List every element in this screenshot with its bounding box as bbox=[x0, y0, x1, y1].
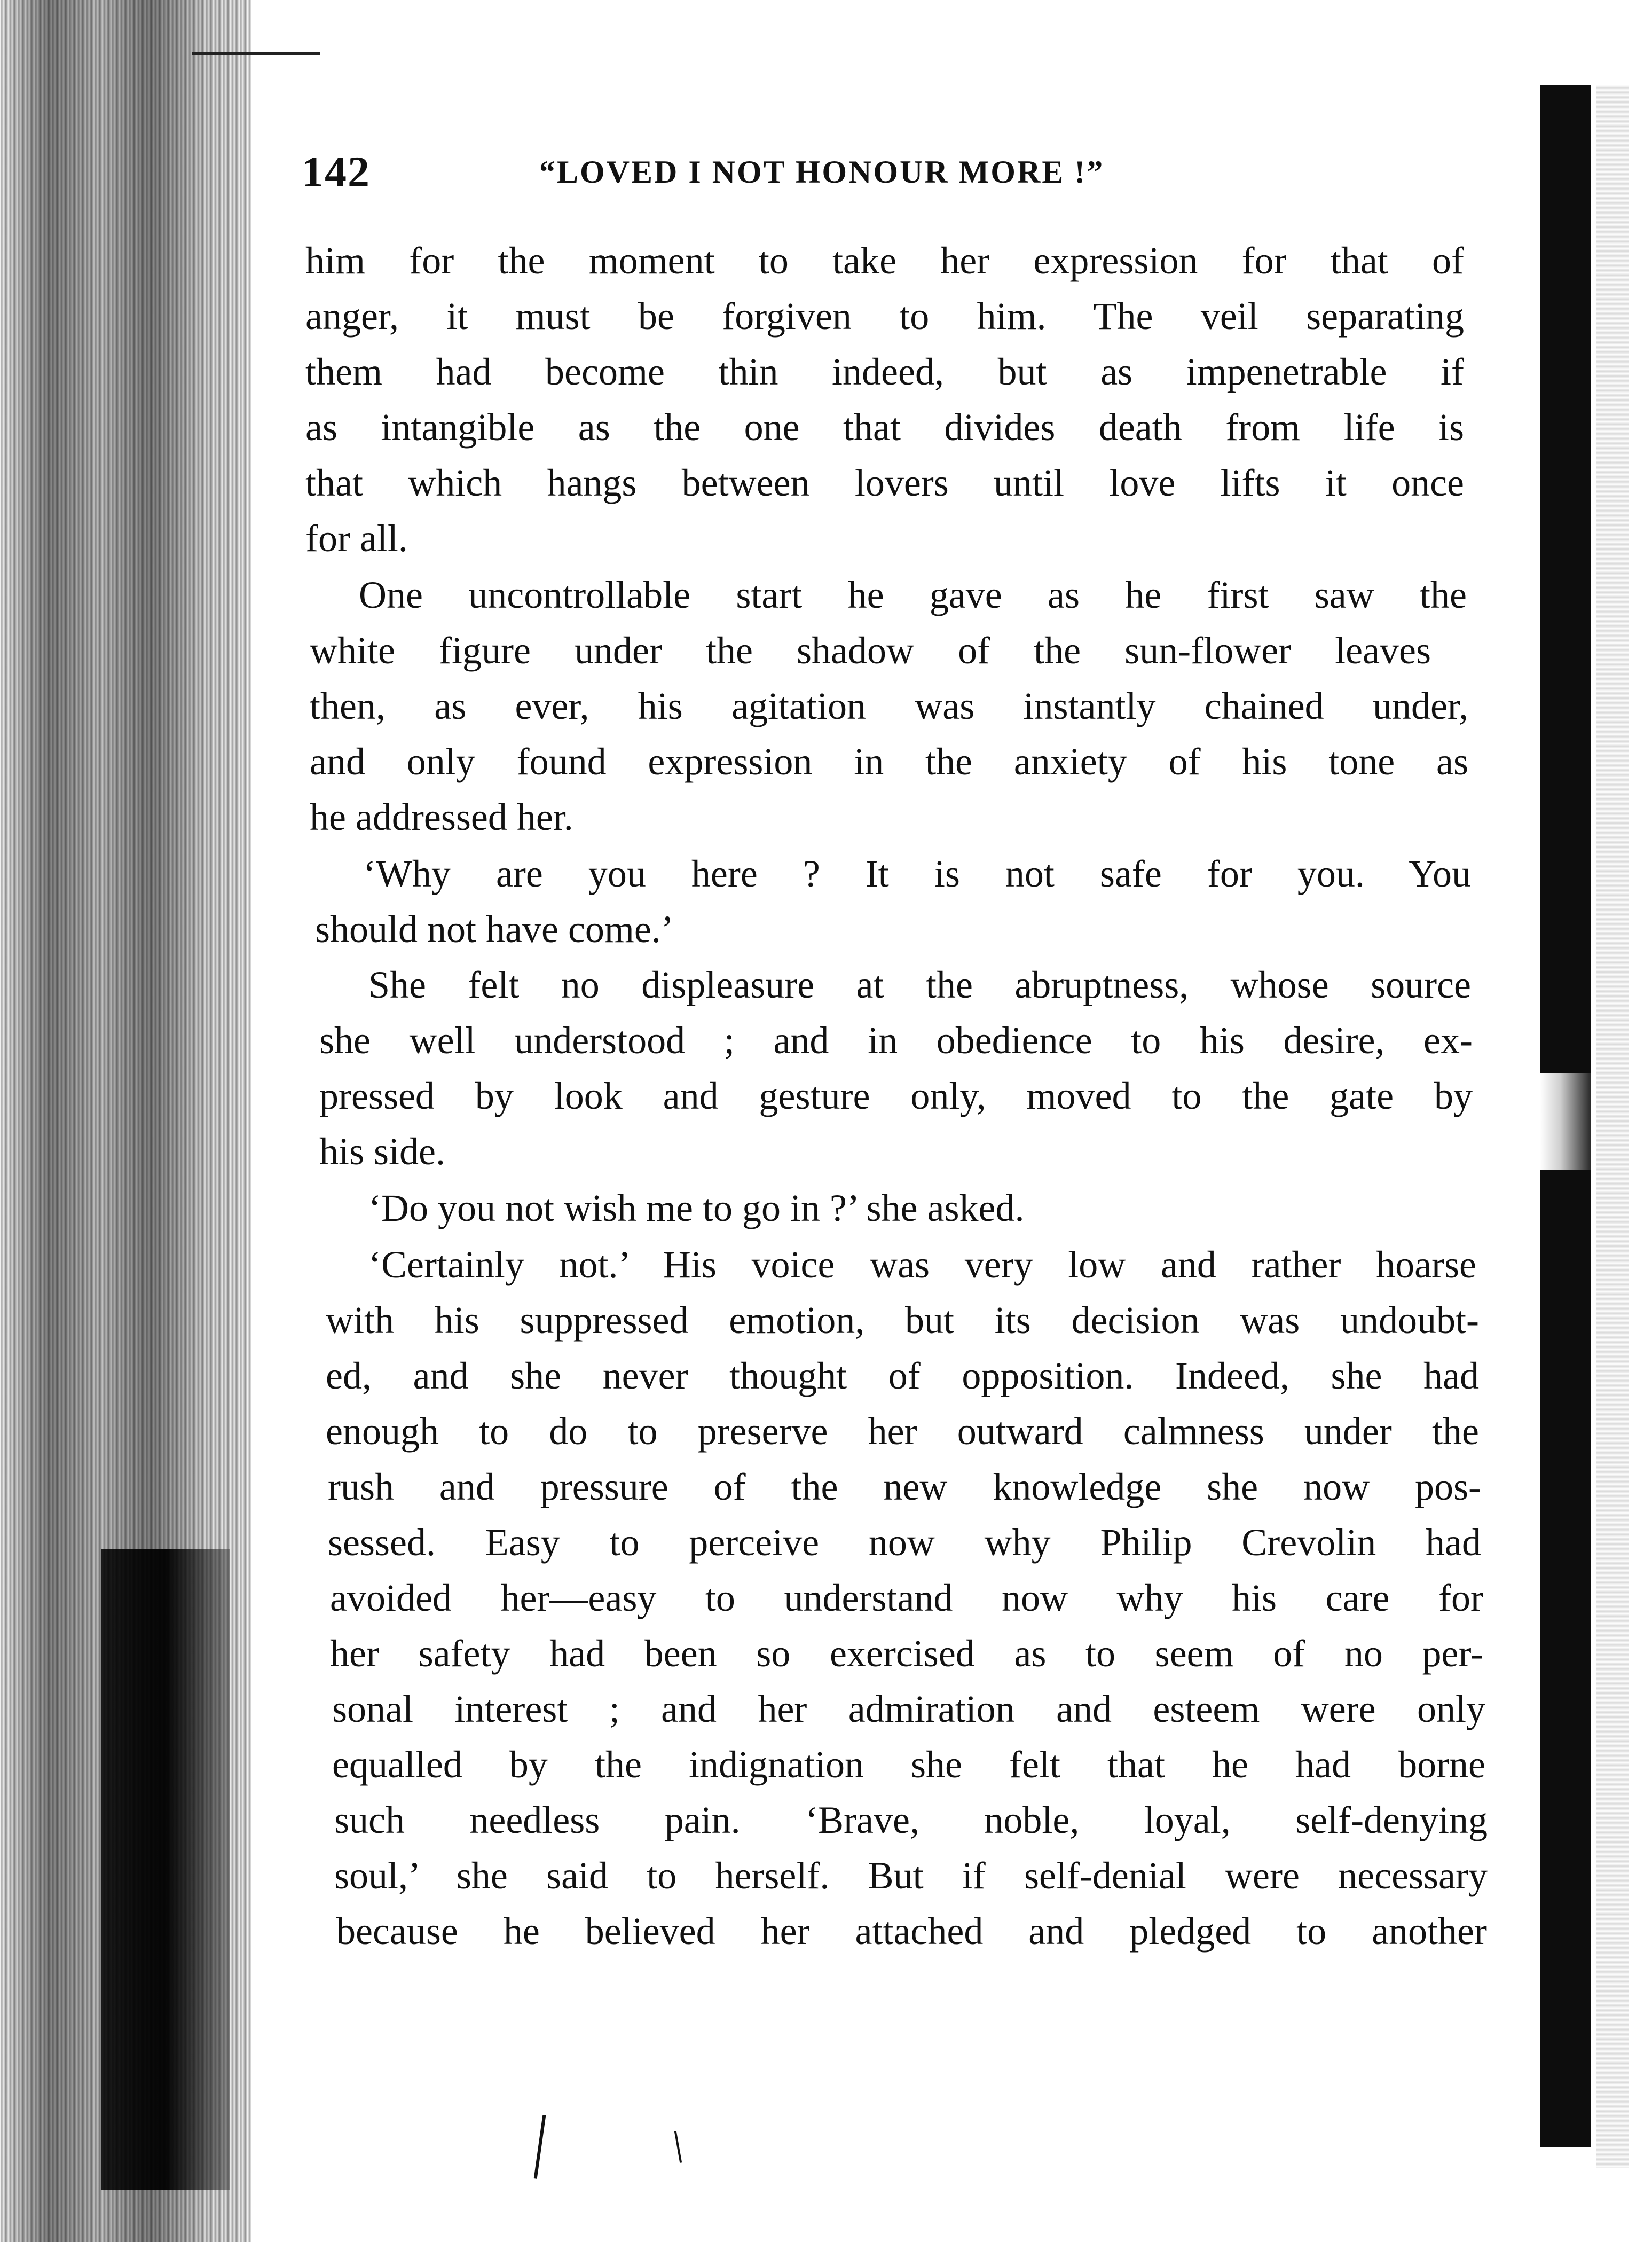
text-line: soul,’ she said to herself. But if self-denial were necessary bbox=[334, 1854, 1488, 1897]
text-line: because he believed her attached and pledged to another bbox=[336, 1910, 1487, 1953]
running-title: “LOVED I NOT HONOUR MORE !” bbox=[539, 154, 1105, 190]
text-line: white figure under the shadow of the sun-flower leaves bbox=[310, 629, 1431, 672]
text-line: them had become thin indeed, but as impenetrable if bbox=[305, 350, 1464, 393]
text-line: She felt no displeasure at the abruptness, whose source bbox=[368, 963, 1471, 1006]
text-line: One uncontrollable start he gave as he first saw the bbox=[359, 574, 1467, 616]
text-line: enough to do to preserve her outward calmness under the bbox=[326, 1410, 1479, 1453]
text-line: ‘Why are you here ? It is not safe for you. You bbox=[363, 852, 1471, 895]
text-line: ‘Do you not wish me to go in ?’ she asked. bbox=[368, 1187, 1025, 1229]
text-line: her safety had been so exercised as to seem of no per- bbox=[330, 1632, 1483, 1675]
text-line: should not have come.’ bbox=[315, 908, 674, 951]
scan-rule-mark bbox=[192, 52, 320, 55]
text-line: for all. bbox=[305, 517, 408, 560]
text-line: anger, it must be forgiven to him. The veil separating bbox=[305, 295, 1464, 338]
text-line: equalled by the indignation she felt that he had borne bbox=[332, 1743, 1485, 1786]
scan-mark bbox=[534, 2115, 546, 2179]
text-line: his side. bbox=[319, 1130, 446, 1173]
text-line: pressed by look and gesture only, moved to the gate by bbox=[319, 1075, 1473, 1117]
text-line: sessed. Easy to perceive now why Philip Crevolin had bbox=[328, 1521, 1481, 1564]
text-line: as intangible as the one that divides death from life is bbox=[305, 406, 1464, 449]
text-line: avoided her—easy to understand now why his care for bbox=[330, 1577, 1483, 1619]
text-line: she well understood ; and in obedience to his desire, ex- bbox=[319, 1019, 1473, 1062]
scan-mark bbox=[674, 2131, 682, 2163]
page-number: 142 bbox=[302, 147, 371, 196]
binding-shadow-dark bbox=[101, 1549, 230, 2190]
text-line: and only found expression in the anxiety of his tone as bbox=[310, 740, 1468, 783]
text-line: he addressed her. bbox=[310, 796, 573, 838]
text-line: ed, and she never thought of opposition. Indeed, she had bbox=[326, 1354, 1479, 1397]
text-line: with his suppressed emotion, but its decision was undoubt- bbox=[326, 1299, 1479, 1342]
page-edge-highlight bbox=[1540, 1073, 1591, 1170]
text-line: ‘Certainly not.’ His voice was very low and rather hoarse bbox=[368, 1243, 1476, 1286]
text-line: such needless pain. ‘Brave, noble, loyal, self-denying bbox=[334, 1799, 1488, 1841]
text-line: rush and pressure of the new knowledge she now pos- bbox=[328, 1465, 1481, 1508]
text-line: then, as ever, his agitation was instantly chained under, bbox=[310, 685, 1468, 727]
text-line: that which hangs between lovers until love lifts it once bbox=[305, 461, 1464, 504]
text-line: sonal interest ; and her admiration and esteem were only bbox=[332, 1688, 1485, 1730]
text-line: him for the moment to take her expression for that of bbox=[305, 239, 1464, 282]
page-edge-noise bbox=[1596, 85, 1629, 2168]
